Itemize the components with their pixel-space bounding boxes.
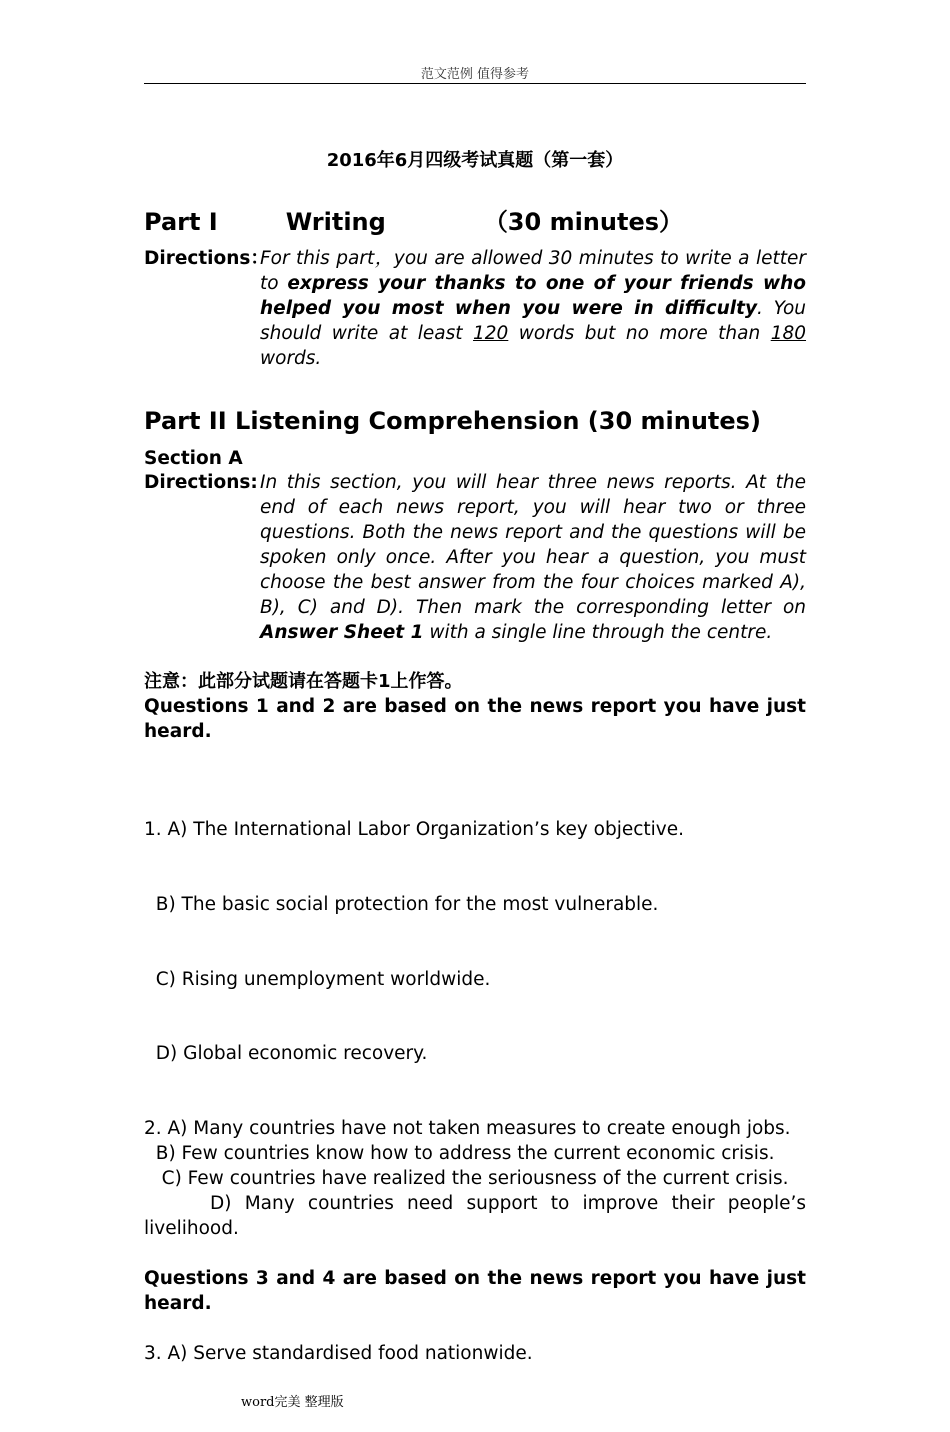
header-rule xyxy=(144,83,806,84)
question-group-1: Questions 1 and 2 are based on the news report you have just heard. xyxy=(144,695,806,742)
option: 3. A) Serve standardised food nationwide. xyxy=(144,1342,533,1364)
section-a-heading: Section A xyxy=(144,447,243,469)
part2-directions xyxy=(144,471,806,645)
part-name: Writing xyxy=(285,208,386,236)
question-2 xyxy=(144,1117,812,1242)
part-label: Part Ⅰ xyxy=(144,208,218,236)
directions-text xyxy=(260,471,806,645)
t-underline: 180 xyxy=(770,322,807,344)
t: words. xyxy=(260,347,322,369)
t: For this part，you are allowed 30 minutes to write a letter to xyxy=(260,248,806,294)
question-1 xyxy=(144,769,806,1093)
question-group-2: Questions 3 and 4 are based on the news report you have just heard. xyxy=(144,1267,806,1314)
page-header: 范文范例 值得参考 xyxy=(420,67,530,82)
option: B) The basic social protection for the most vulnerable. xyxy=(144,894,659,916)
t: words but no more than xyxy=(508,322,771,344)
t: . You should write at least xyxy=(260,297,806,344)
t: In this section, you will hear three news reports. At the end of each news report, you will hear two or three questions. Both the news report and the questions will be spoken only once. After you hear a question, you must choose the best answer from the four choices marked A), B), C) and D). Then mark the corresponding letter on xyxy=(260,472,806,618)
option: D) Many countries need support to improve their people’s livelihood. xyxy=(144,1193,812,1239)
part1-directions xyxy=(144,247,806,372)
option: 2. A) Many countries have not taken measures to create enough jobs. xyxy=(144,1118,791,1140)
directions-text xyxy=(260,247,806,372)
option: C) Few countries have realized the seriousness of the current crisis. xyxy=(144,1168,789,1190)
part-time: （30 minutes） xyxy=(483,208,684,236)
directions-label: Directions: xyxy=(144,472,258,494)
t-bold: express your thanks to one of your friends who helped you most when you were in difficulty xyxy=(260,272,806,319)
part2-heading: Part II Listening Comprehension (30 minutes) xyxy=(144,406,761,435)
doc-title: 2016年6月四级考试真题（第一套） xyxy=(326,150,624,171)
part1-heading xyxy=(144,207,806,237)
option: D) Global economic recovery. xyxy=(144,1043,428,1065)
option: C) Rising unemployment worldwide. xyxy=(144,968,491,990)
t-bold: Answer Sheet 1 xyxy=(260,621,424,643)
page-footer: word完美 整理版 xyxy=(241,1394,344,1410)
t-underline: 120 xyxy=(473,322,509,344)
directions-label: Directions： xyxy=(144,248,269,269)
option: 1. A) The International Labor Organization’s key objective. xyxy=(144,819,685,841)
t: with a single line through the centre. xyxy=(423,621,773,643)
note: 注意：此部分试题请在答题卡1上作答。 xyxy=(144,670,463,692)
question-3 xyxy=(144,1342,806,1367)
option: B) Few countries know how to address the current economic crisis. xyxy=(144,1143,775,1165)
